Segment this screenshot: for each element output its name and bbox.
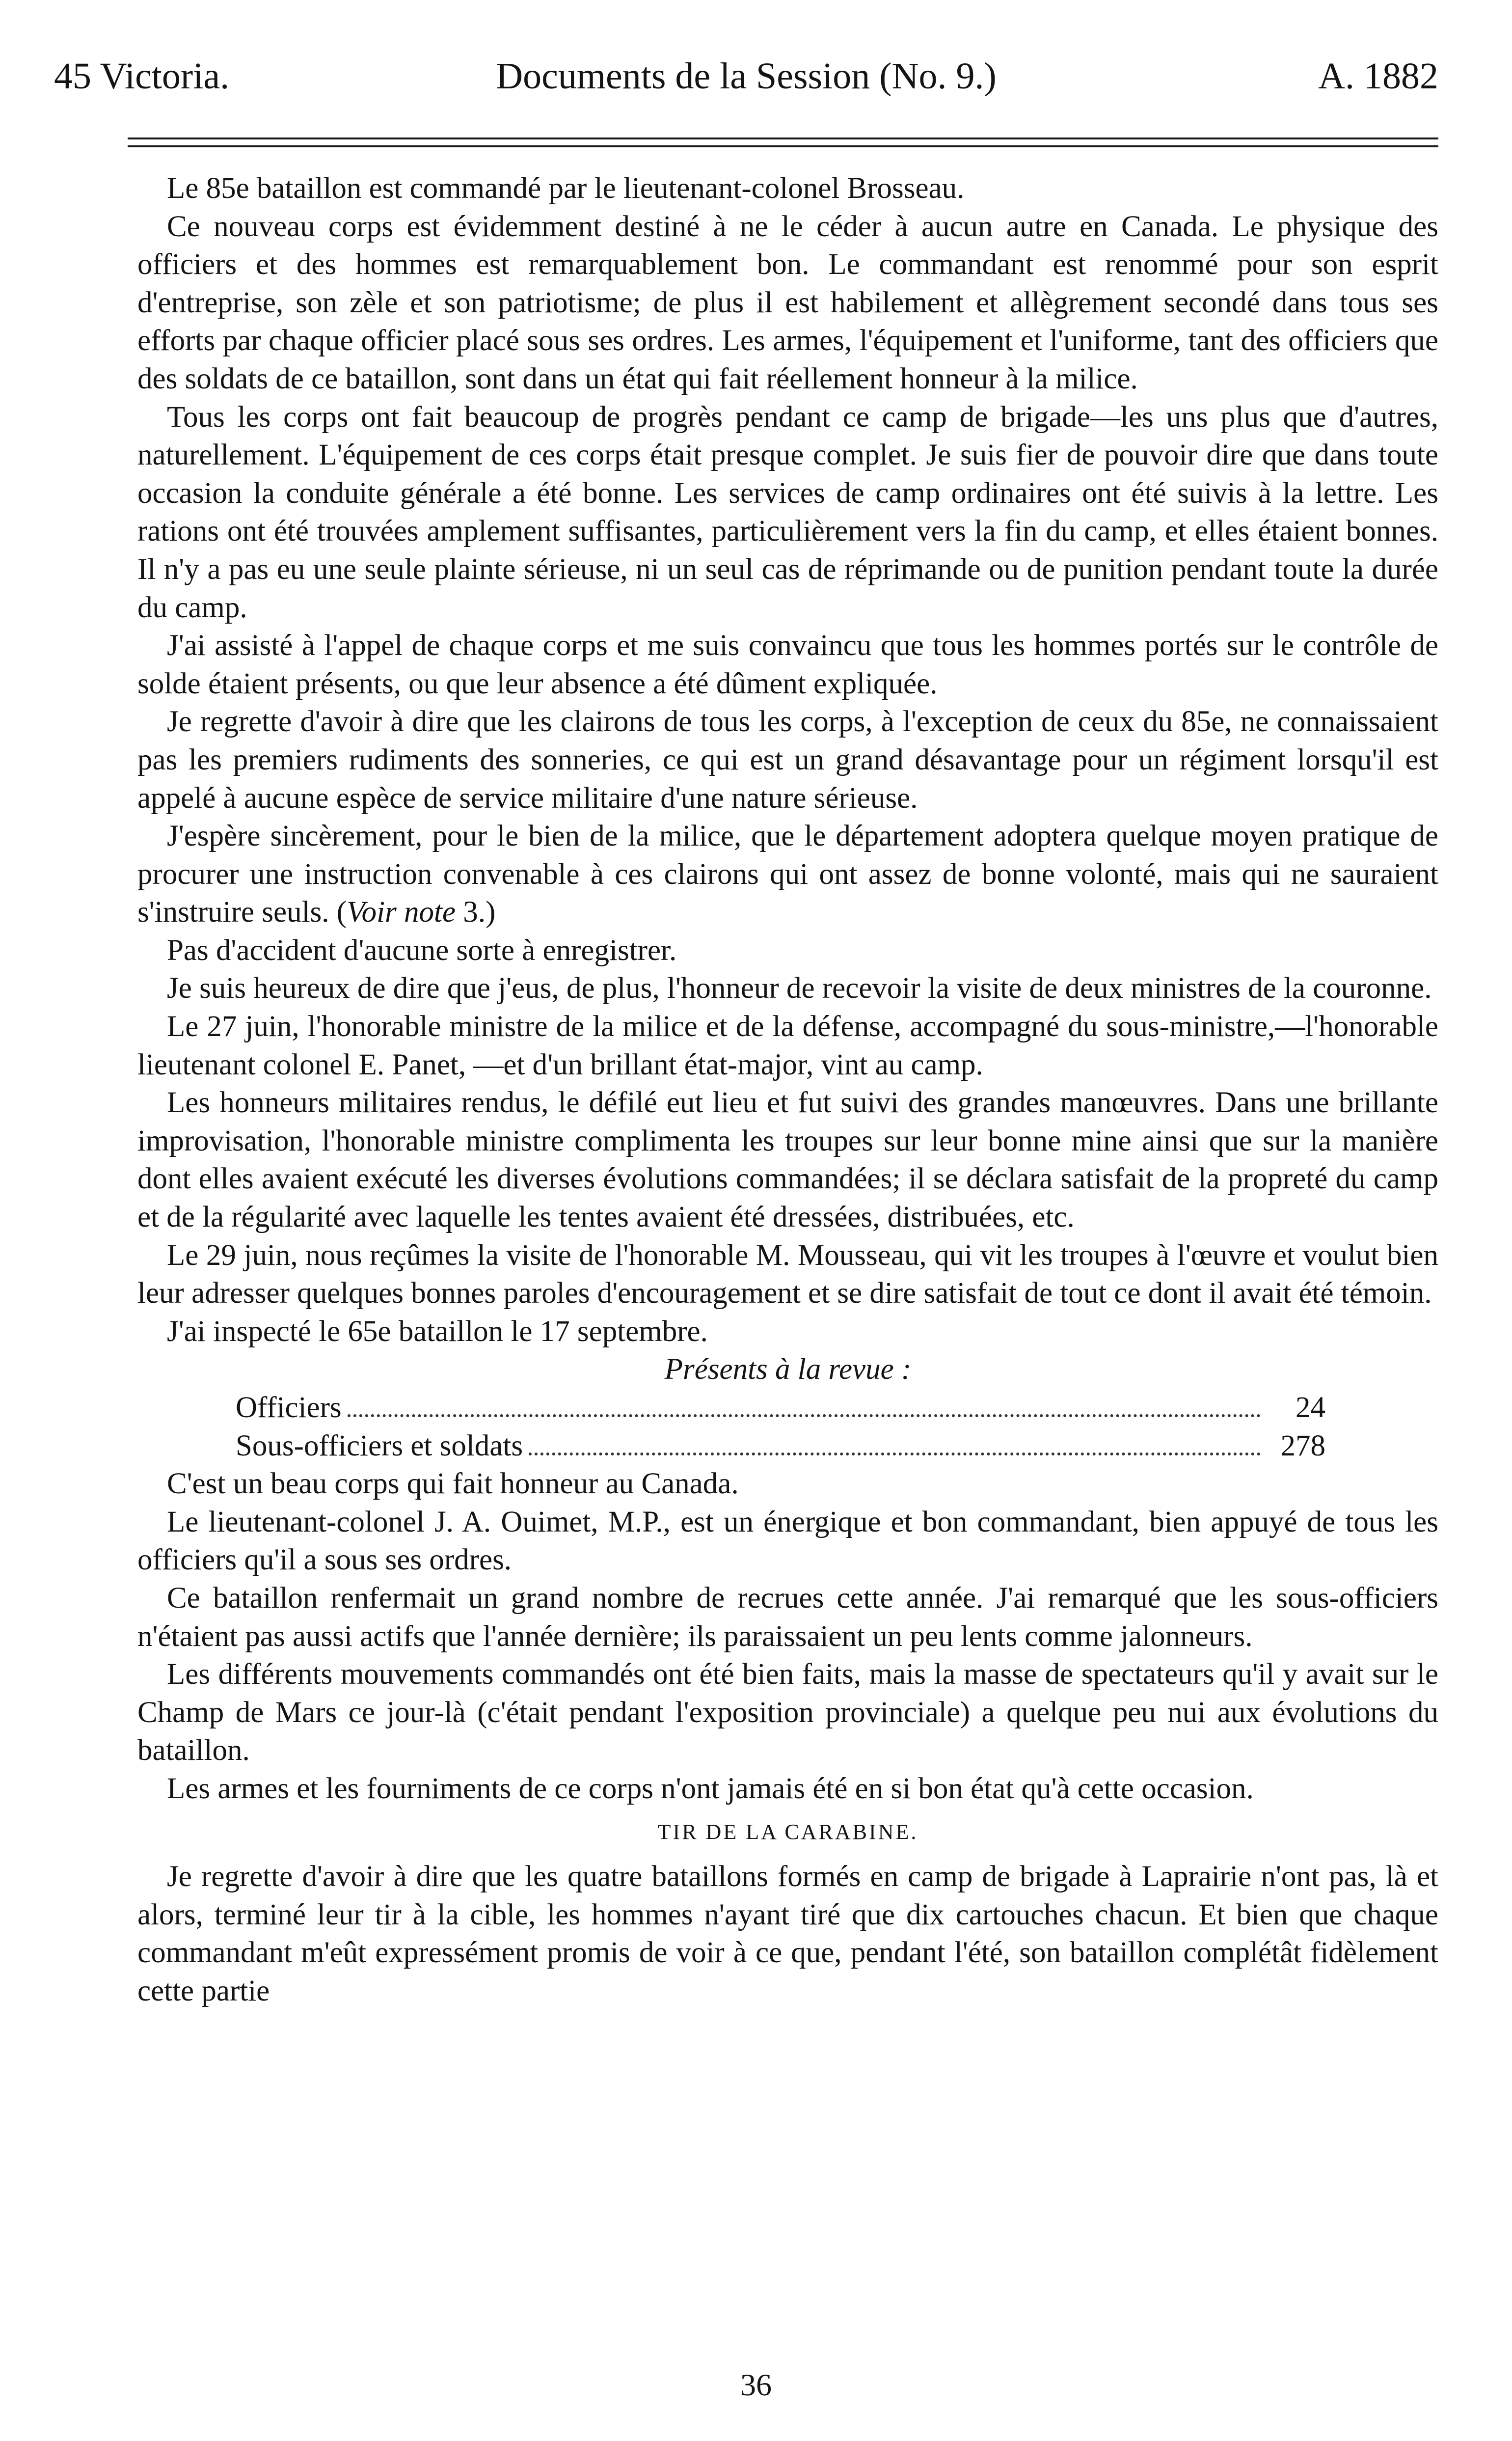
paragraph: J'ai assisté à l'appel de chaque corps et me suis convaincu que tous les hommes portés sur le contrôle de solde étaient présents, ou que leur absence a été dûment expliquée. — [137, 629, 1438, 700]
paragraph: Ce bataillon renfermait un grand nombre de recrues cette année. J'ai remarqué que les sous-officiers n'étaient pas aussi actifs que l'année dernière; ils paraissaient un peu lents comme jalonneurs. — [137, 1581, 1438, 1653]
header-rule-top — [128, 137, 1438, 139]
paragraph: Je suis heureux de dire que j'eus, de plus, l'honneur de recevoir la visite de deux ministres de la couronne. — [167, 972, 1432, 1005]
note-number: 3.) — [456, 896, 496, 929]
paragraph: Le 27 juin, l'honorable ministre de la milice et de la défense, accompagné du sous-ministre,—l'honorable lieutenant colonel E. Panet, —et d'un brillant état-major, vint au camp. — [137, 1010, 1438, 1081]
paragraph: J'ai inspecté le 65e bataillon le 17 septembre. — [167, 1315, 708, 1348]
paragraph: Le 85e bataillon est commandé par le lieutenant-colonel Brosseau. — [167, 172, 965, 205]
header-title: Documents de la Session (No. 9.) — [496, 55, 997, 97]
tally-row — [236, 1389, 1325, 1427]
paragraph: Tous les corps ont fait beaucoup de progrès pendant ce camp de brigade—les uns plus que d'autres, naturellement. L'équipement de ces corps était presque complet. Je suis fier de pouvoir dire que dans toute occasion la conduite générale a été bonne. Les services de camp ordinaires ont été suivis à la lettre. Les rations ont été trouvées amplement suffisantes, particulièrement vers la fin du camp, et elles étaient bonnes. Il n'y a pas eu une seule plainte sérieuse, ni un seul cas de réprimande ou de punition pendant toute la durée du camp. — [137, 400, 1438, 624]
paragraph: Les différents mouvements commandés ont été bien faits, mais la masse de spectateurs qu'il y avait sur le Champ de Mars ce jour-là (c'était pendant l'exposition provinciale) a quelque peu nui aux évolutions du bataillon. — [137, 1658, 1438, 1767]
page-number: 36 — [740, 2367, 772, 2402]
header-volume: 45 Victoria. — [54, 55, 230, 97]
paragraph: Le 29 juin, nous reçûmes la visite de l'honorable M. Mousseau, qui vit les troupes à l'œuvre et voulut bien leur adresser quelques bonnes paroles d'encouragement et se dire satisfait de tout ce dont il avait été témoin. — [137, 1238, 1438, 1310]
section-heading: TIR DE LA CARABINE. — [657, 1819, 918, 1844]
paragraph: Ce nouveau corps est évidemment destiné à ne le céder à aucun autre en Canada. Le physique des officiers et des hommes est remarquablement bon. Le commandant est renommé pour son esprit d'entreprise, son zèle et son patriotisme; de plus il est habilement et allègrement secondé dans tous ses efforts par chaque officier placé sous ses ordres. Les armes, l'équipement et l'uniforme, tant des officiers que des soldats de ce bataillon, sont dans un état qui fait réellement honneur à la milice. — [137, 210, 1438, 395]
tally-value: 24 — [1296, 1391, 1325, 1424]
paragraph: Je regrette d'avoir à dire que les quatre bataillons formés en camp de brigade à Laprairie n'ont pas, là et alors, terminé leur tir à la cible, les hommes n'ayant tiré que dix cartouches chacun. Et bien que chaque commandant m'eût expressément promis de voir à ce que, pendant l'été, son bataillon complétât fidèlement cette partie — [137, 1860, 1438, 2007]
note-reference: Voir note — [347, 896, 456, 929]
header-rule-bottom — [128, 145, 1438, 147]
body-text — [137, 169, 1438, 2010]
paragraph: Les armes et les fourniments de ce corps n'ont jamais été en si bon état qu'à cette occasion. — [167, 1772, 1254, 1805]
paragraph: Les honneurs militaires rendus, le défilé eut lieu et fut suivi des grandes manœuvres. Dans une brillante improvisation, l'honorable ministre complimenta les troupes sur leur bonne mine ainsi que sur la manière dont elles avaient exécuté les diverses évolutions commandées; il se déclara satisfait de la propreté du camp et de la régularité avec laquelle les tentes avaient été dressées, distribuées, etc. — [137, 1086, 1438, 1234]
paragraph: Pas d'accident d'aucune sorte à enregistrer. — [167, 933, 677, 967]
tally-label: Sous-officiers et soldats — [236, 1429, 523, 1462]
review-tally — [236, 1389, 1325, 1465]
paragraph: Je regrette d'avoir à dire que les clairons de tous les corps, à l'exception de ceux du 85e, ne connaissaient pas les premiers rudiments des sonneries, ce qui est un grand désavantage pour un régiment lorsqu'il est appelé à aucune espèce de service militaire d'une nature sérieuse. — [137, 705, 1438, 815]
review-heading: Présents à la revue : — [664, 1353, 912, 1386]
paragraph-clairons-note — [137, 817, 1438, 932]
paragraph: C'est un beau corps qui fait honneur au Canada. — [167, 1467, 739, 1501]
dot-leader — [529, 1453, 1261, 1455]
paragraph-text: J'espère sincèrement, pour le bien de la milice, que le département adoptera quelque moyen pratique de procurer une instruction convenable à ces clairons qui ont assez de bonne volonté, mais qui ne sauraient s'instruire seuls. ( — [137, 820, 1438, 929]
paragraph: Le lieutenant-colonel J. A. Ouimet, M.P., est un énergique et bon commandant, bien appuyé de tous les officiers qu'il a sous ses ordres. — [137, 1505, 1438, 1577]
tally-row — [236, 1427, 1325, 1465]
tally-label: Officiers — [236, 1391, 342, 1424]
running-header — [54, 47, 1438, 106]
dot-leader — [348, 1414, 1261, 1417]
tally-value: 278 — [1280, 1429, 1325, 1462]
header-year: A. 1882 — [1318, 55, 1438, 97]
